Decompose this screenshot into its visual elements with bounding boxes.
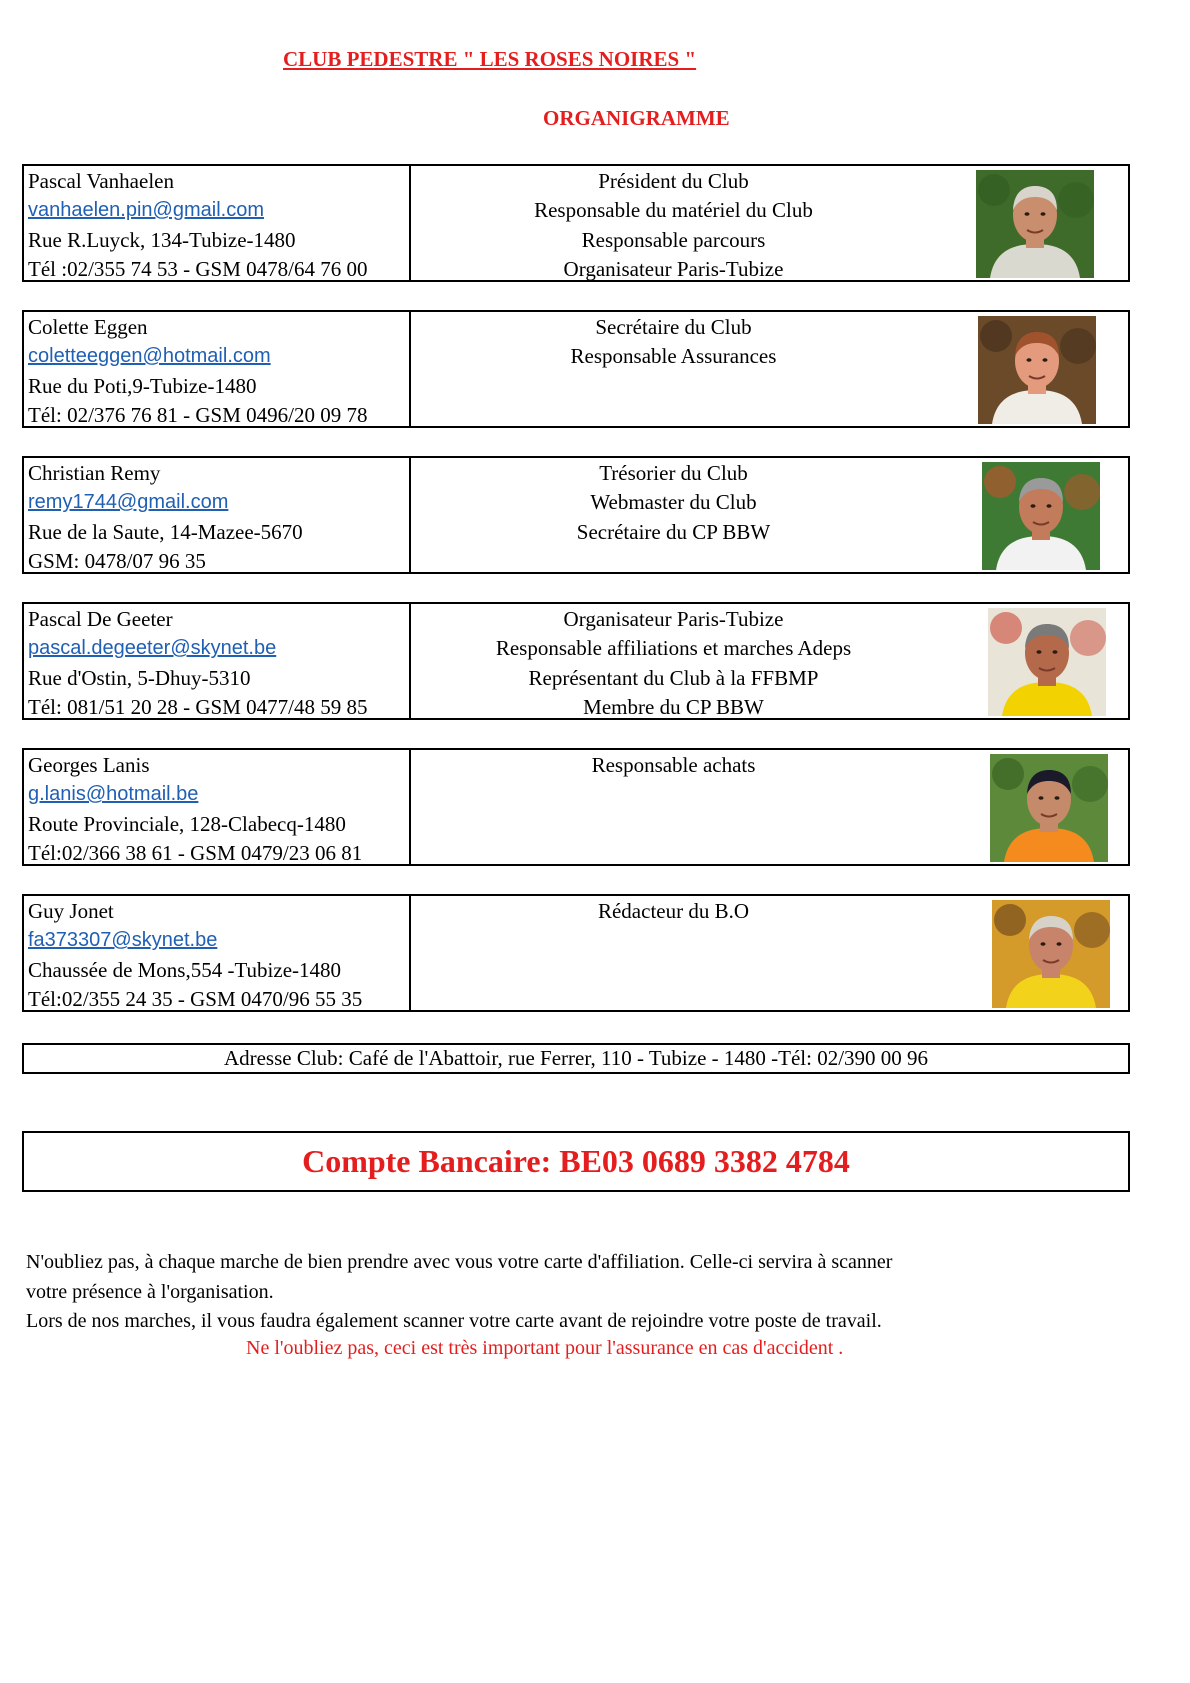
- member-role: Trésorier du Club: [599, 461, 748, 485]
- note-line: N'oubliez pas, à chaque marche de bien prendre avec vous votre carte d'affiliation. Celle-ci servira à scanner: [26, 1251, 893, 1273]
- member-roles-cell: [411, 458, 1128, 572]
- member-role: Rédacteur du B.O: [597, 899, 750, 923]
- member-role: Secrétaire du Club: [595, 315, 752, 339]
- note-line: Lors de nos marches, il vous faudra également scanner votre carte avant de rejoindre votre poste de travail.: [26, 1310, 882, 1332]
- member-roles: [411, 167, 936, 284]
- member-role: Responsable du matériel du Club: [534, 198, 813, 223]
- member-phone: GSM: 0478/07 96 35: [28, 548, 206, 573]
- member-row: [22, 894, 1130, 1012]
- member-email-link[interactable]: pascal.degeeter@skynet.be: [28, 637, 277, 660]
- member-photo: [988, 608, 1106, 716]
- member-contact: [24, 166, 411, 280]
- member-roles: [411, 459, 936, 547]
- bank-account-box: [22, 1131, 1130, 1192]
- member-phone: Tél: 02/376 76 81 - GSM 0496/20 09 78: [28, 402, 368, 427]
- document-subtitle: ORGANIGRAMME: [543, 106, 730, 130]
- member-roles: [411, 313, 936, 372]
- member-name: Pascal Vanhaelen: [28, 169, 174, 193]
- member-address: Chaussée de Mons,554 -Tubize-1480: [28, 957, 342, 982]
- note-line: votre présence à l'organisation.: [26, 1280, 274, 1303]
- member-name: Georges Lanis: [28, 753, 150, 777]
- member-row: [22, 164, 1130, 282]
- member-role: Responsable affiliations et marches Adeps: [495, 636, 852, 661]
- member-contact: [24, 750, 411, 864]
- notes-paragraph: [26, 1248, 892, 1337]
- member-roles-cell: [411, 750, 1128, 864]
- member-role: Webmaster du Club: [590, 490, 757, 515]
- member-email-link[interactable]: remy1744@gmail.com: [28, 491, 229, 514]
- insurance-warning: Ne l'oubliez pas, ceci est très important pour l'assurance en cas d'accident .: [246, 1337, 844, 1359]
- member-role: Organisateur Paris-Tubize: [563, 607, 784, 631]
- member-roles-cell: [411, 166, 1128, 280]
- member-contact: [24, 604, 411, 718]
- member-address: Rue d'Ostin, 5-Dhuy-5310: [28, 665, 251, 690]
- member-address: Rue du Poti,9-Tubize-1480: [28, 373, 257, 398]
- member-photo: [992, 900, 1110, 1008]
- member-contact: [24, 458, 411, 572]
- member-photo: [976, 170, 1094, 278]
- member-email-link[interactable]: fa373307@skynet.be: [28, 929, 218, 952]
- member-photo: [978, 316, 1096, 424]
- member-photo: [990, 754, 1108, 862]
- member-phone: Tél:02/366 38 61 - GSM 0479/23 06 81: [28, 840, 363, 865]
- member-name: Christian Remy: [28, 461, 161, 485]
- member-roles: [411, 897, 936, 926]
- member-role: Responsable achats: [591, 753, 756, 777]
- member-email-link[interactable]: coletteeggen@hotmail.com: [28, 345, 271, 368]
- member-role: Responsable parcours: [581, 227, 766, 252]
- member-phone: Tél :02/355 74 53 - GSM 0478/64 76 00: [28, 256, 368, 281]
- member-roles: [411, 605, 936, 722]
- member-roles-cell: [411, 604, 1128, 718]
- member-roles: [411, 751, 936, 780]
- member-role: Secrétaire du CP BBW: [576, 519, 771, 544]
- member-role: Représentant du Club à la FFBMP: [528, 665, 819, 690]
- member-address: Rue de la Saute, 14-Mazee-5670: [28, 519, 303, 544]
- member-name: Colette Eggen: [28, 315, 148, 339]
- club-address: Adresse Club: Café de l'Abattoir, rue Ferrer, 110 - Tubize - 1480 -Tél: 02/390 00 96: [223, 1046, 929, 1070]
- member-contact: [24, 896, 411, 1010]
- member-role: Organisateur Paris-Tubize: [563, 256, 784, 281]
- member-name: Guy Jonet: [28, 899, 114, 923]
- member-row: [22, 602, 1130, 720]
- member-roles-cell: [411, 312, 1128, 426]
- bank-account: Compte Bancaire: BE03 0689 3382 4784: [302, 1143, 850, 1179]
- member-roles-cell: [411, 896, 1128, 1010]
- member-email-link[interactable]: vanhaelen.pin@gmail.com: [28, 199, 264, 222]
- member-email-link[interactable]: g.lanis@hotmail.be: [28, 783, 199, 806]
- club-address-box: [22, 1043, 1130, 1074]
- member-photo: [982, 462, 1100, 570]
- member-role: Membre du CP BBW: [583, 694, 764, 719]
- member-role: Président du Club: [598, 169, 749, 193]
- member-name: Pascal De Geeter: [28, 607, 173, 631]
- member-phone: Tél: 081/51 20 28 - GSM 0477/48 59 85: [28, 694, 368, 719]
- member-address: Route Provinciale, 128-Clabecq-1480: [28, 811, 346, 836]
- member-contact: [24, 312, 411, 426]
- member-role: Responsable Assurances: [570, 344, 777, 369]
- member-address: Rue R.Luyck, 134-Tubize-1480: [28, 227, 296, 252]
- member-row: [22, 748, 1130, 866]
- member-phone: Tél:02/355 24 35 - GSM 0470/96 55 35: [28, 986, 363, 1011]
- member-row: [22, 310, 1130, 428]
- club-title: CLUB PEDESTRE " LES ROSES NOIRES ": [283, 47, 697, 71]
- member-row: [22, 456, 1130, 574]
